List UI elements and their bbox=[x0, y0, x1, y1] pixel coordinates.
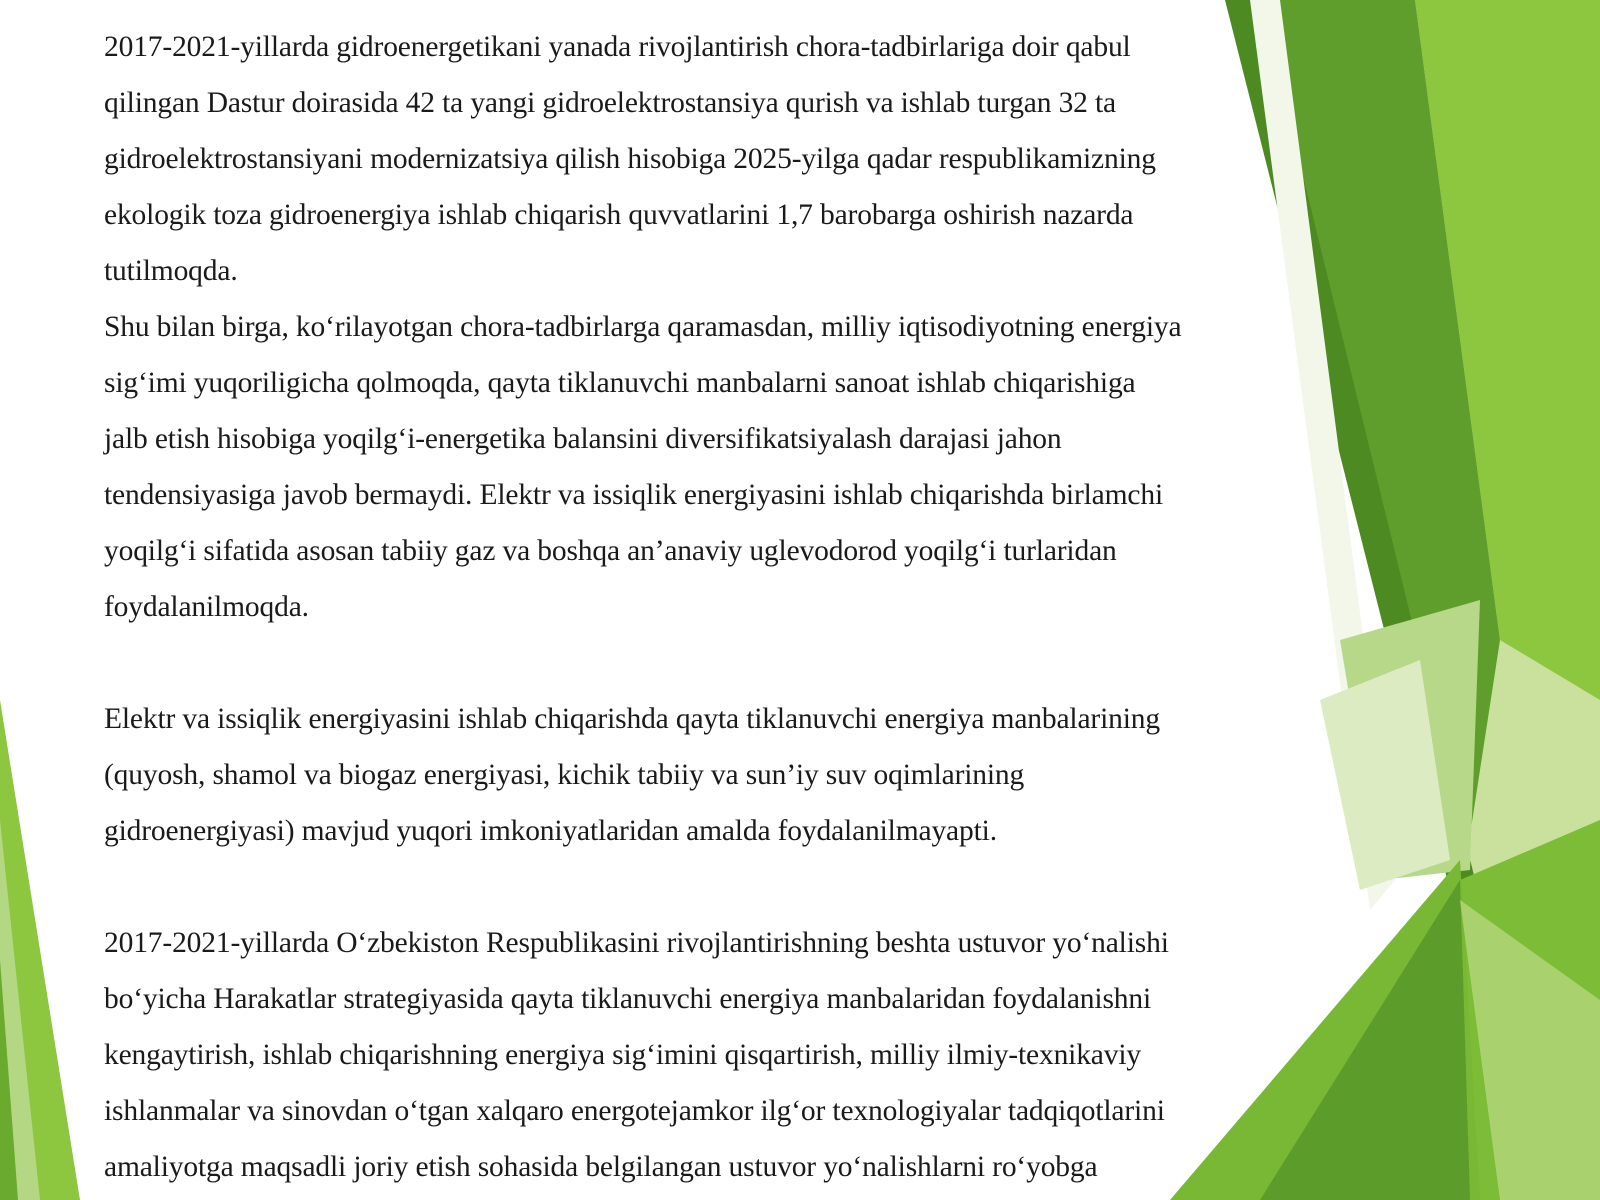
paragraph-spacer bbox=[104, 635, 1284, 691]
text-line: gidroelektrostansiyani modernizatsiya qilish hisobiga 2025-yilga qadar respublikamizning bbox=[104, 143, 1156, 175]
text-line: ishlanmalar va sinovdan o‘tgan xalqaro energotejamkor ilg‘or texnologiyalar tadqiqotlarini bbox=[104, 1095, 1165, 1127]
text-line: sig‘imi yuqoriligicha qolmoqda, qayta tiklanuvchi manbalarni sanoat ishlab chiqarishiga bbox=[104, 367, 1136, 399]
text-line: tutilmoqda. bbox=[104, 255, 238, 287]
facet-dark-bottom bbox=[1260, 880, 1470, 1200]
text-line: bo‘yicha Harakatlar strategiyasida qayta tiklanuvchi energiya manbalaridan foydalanishni bbox=[104, 983, 1152, 1015]
text-line: amaliyotga maqsadli joriy etish sohasida belgilangan ustuvor yo‘nalishlarni ro‘yobga bbox=[104, 1151, 1098, 1183]
text-line: 2017-2021-yillarda gidroenergetikani yanada rivojlantirish chora-tadbirlariga doir qabul bbox=[104, 31, 1131, 63]
text-line: kengaytirish, ishlab chiqarishning energiya sig‘imini qisqartirish, milliy ilmiy-texnikaviy bbox=[104, 1039, 1141, 1071]
paragraph-renewable-potential bbox=[104, 691, 1284, 859]
text-line: Elektr va issiqlik energiyasini ishlab chiqarishda qayta tiklanuvchi energiya manbalarining bbox=[104, 703, 1160, 735]
text-line: ekologik toza gidroenergiya ishlab chiqarish quvvatlarini 1,7 barobarga oshirish nazarda bbox=[104, 199, 1134, 231]
paragraph-energy-intensity bbox=[104, 299, 1284, 635]
text-line: tendensiyasiga javob bermaydi. Elektr va issiqlik energiyasini ishlab chiqarishda birlamchi bbox=[104, 479, 1164, 511]
text-line: 2017-2021-yillarda O‘zbekiston Respublikasini rivojlantirishning beshta ustuvor yo‘nalishi bbox=[104, 927, 1169, 959]
text-line: qilingan Dastur doirasida 42 ta yangi gidroelektrostansiya qurish va ishlab turgan 32 ta bbox=[104, 87, 1116, 119]
paragraph-action-strategy bbox=[104, 915, 1284, 1195]
text-line: jalb etish hisobiga yoqilg‘i-energetika balansini diversifikatsiyalash darajasi jahon bbox=[104, 423, 1062, 455]
text-line: foydalanilmoqda. bbox=[104, 591, 309, 623]
text-line: (quyosh, shamol va biogaz energiyasi, kichik tabiiy va sun’iy suv oqimlarining bbox=[104, 759, 1025, 791]
text-line: gidroenergiyasi) mavjud yuqori imkoniyatlaridan amalda foydalanilmayapti. bbox=[104, 815, 997, 847]
text-line: yoqilg‘i sifatida asosan tabiiy gaz va boshqa an’anaviy uglevodorod yoqilg‘i turlaridan bbox=[104, 535, 1117, 567]
text-line: Shu bilan birga, ko‘rilayotgan chora-tadbirlarga qaramasdan, milliy iqtisodiyotning energiya bbox=[104, 311, 1182, 343]
slide-body-text bbox=[104, 19, 1284, 1195]
paragraph-spacer bbox=[104, 859, 1284, 915]
paragraph-hydropower-program bbox=[104, 19, 1284, 299]
